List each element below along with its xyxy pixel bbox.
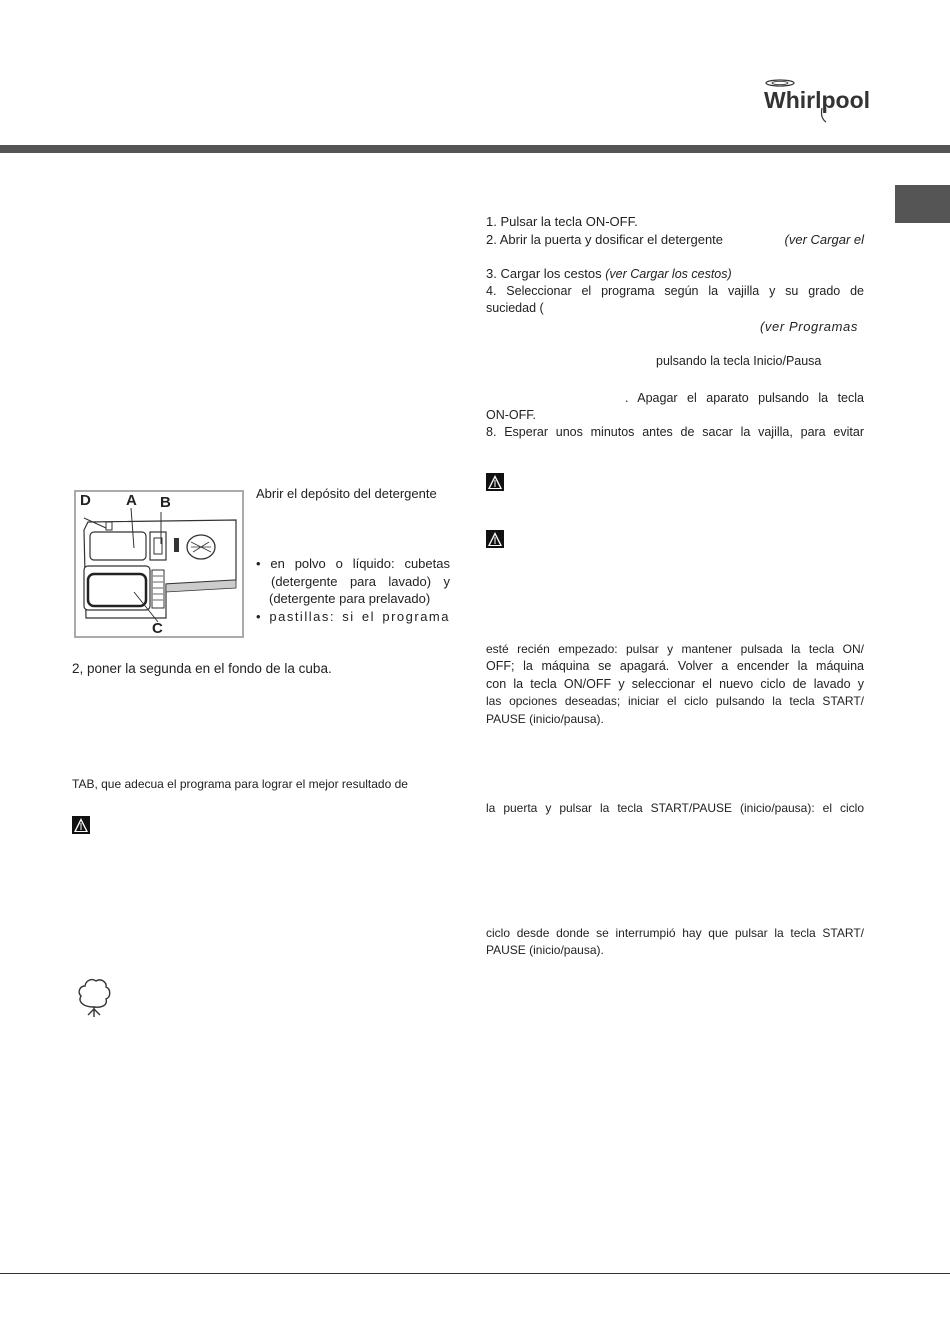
change-cycle-line3: con la tecla ON/OFF y seleccionar el nuevo ciclo de lavado y bbox=[486, 677, 864, 691]
tab-program-text: TAB, que adecua el programa para lograr el mejor resultado de bbox=[72, 777, 408, 791]
dispenser-illustration bbox=[76, 492, 242, 636]
step-off-line2: ON-OFF. bbox=[486, 408, 536, 422]
step3-text: 3. Cargar los cestos bbox=[486, 266, 602, 281]
warning-icon bbox=[486, 473, 504, 491]
door-pause-text: la puerta y pulsar la tecla START/PAUSE (inicio/pausa): el ciclo bbox=[486, 801, 864, 815]
bullet-powder-line3: (detergente para prelavado) bbox=[269, 591, 431, 606]
warning-icon bbox=[72, 816, 90, 834]
section-tab bbox=[895, 185, 950, 223]
step-off-line1: . Apagar el aparato pulsando la tecla bbox=[625, 391, 864, 405]
bullet-tablets-line1: • pastillas: si el programa bbox=[256, 609, 450, 624]
detergent-dispenser-diagram bbox=[74, 490, 244, 638]
resume-line1: ciclo desde donde se interrumpió hay que pulsar la tecla START/ bbox=[486, 926, 864, 940]
label-b: B bbox=[160, 494, 171, 511]
step8-text: 8. Esperar unos minutos antes de sacar la vajilla, para evitar bbox=[486, 425, 864, 439]
step4-line2: suciedad ( bbox=[486, 301, 544, 315]
step2-text: 2. Abrir la puerta y dosificar el detergente bbox=[486, 232, 724, 247]
footer-rule bbox=[0, 1273, 950, 1274]
bullet-powder-line1: • en polvo o líquido: cubetas bbox=[256, 556, 450, 571]
label-d: D bbox=[80, 492, 91, 509]
bullet-powder-line2: (detergente para lavado) y bbox=[271, 574, 450, 589]
step-start-text: pulsando la tecla Inicio/Pausa bbox=[656, 354, 822, 368]
step4-reference: (ver Programas bbox=[760, 319, 858, 334]
whirlpool-logo bbox=[760, 78, 870, 126]
step2-reference: (ver Cargar el bbox=[784, 232, 864, 247]
resume-line2: PAUSE (inicio/pausa). bbox=[486, 943, 604, 957]
change-cycle-line4: las opciones deseadas; iniciar el ciclo pulsando la tecla START/ bbox=[486, 694, 864, 708]
step3-line bbox=[486, 265, 732, 283]
change-cycle-line2: OFF; la máquina se apagará. Volver a encender la máquina bbox=[486, 659, 864, 673]
logo-wordmark: Whirlpool bbox=[764, 87, 870, 113]
label-c: C bbox=[152, 620, 163, 637]
change-cycle-line1: esté recién empezado: pulsar y mantener pulsada la tecla ON/ bbox=[486, 642, 864, 656]
change-cycle-line5: PAUSE (inicio/pausa). bbox=[486, 712, 604, 726]
step1-text: 1. Pulsar la tecla ON-OFF. bbox=[486, 214, 638, 229]
second-tablet-text: 2, poner la segunda en el fondo de la cuba. bbox=[72, 661, 332, 676]
step3-reference: (ver Cargar los cestos) bbox=[605, 267, 732, 281]
step2-line bbox=[486, 231, 864, 248]
warning-icon bbox=[486, 530, 504, 548]
open-dispenser-text: Abrir el depósito del detergente bbox=[256, 486, 437, 501]
step4-line1: 4. Seleccionar el programa según la vajilla y su grado de bbox=[486, 284, 864, 298]
eco-tree-icon bbox=[74, 975, 114, 1020]
label-a: A bbox=[126, 492, 137, 509]
header-rule bbox=[0, 145, 950, 153]
